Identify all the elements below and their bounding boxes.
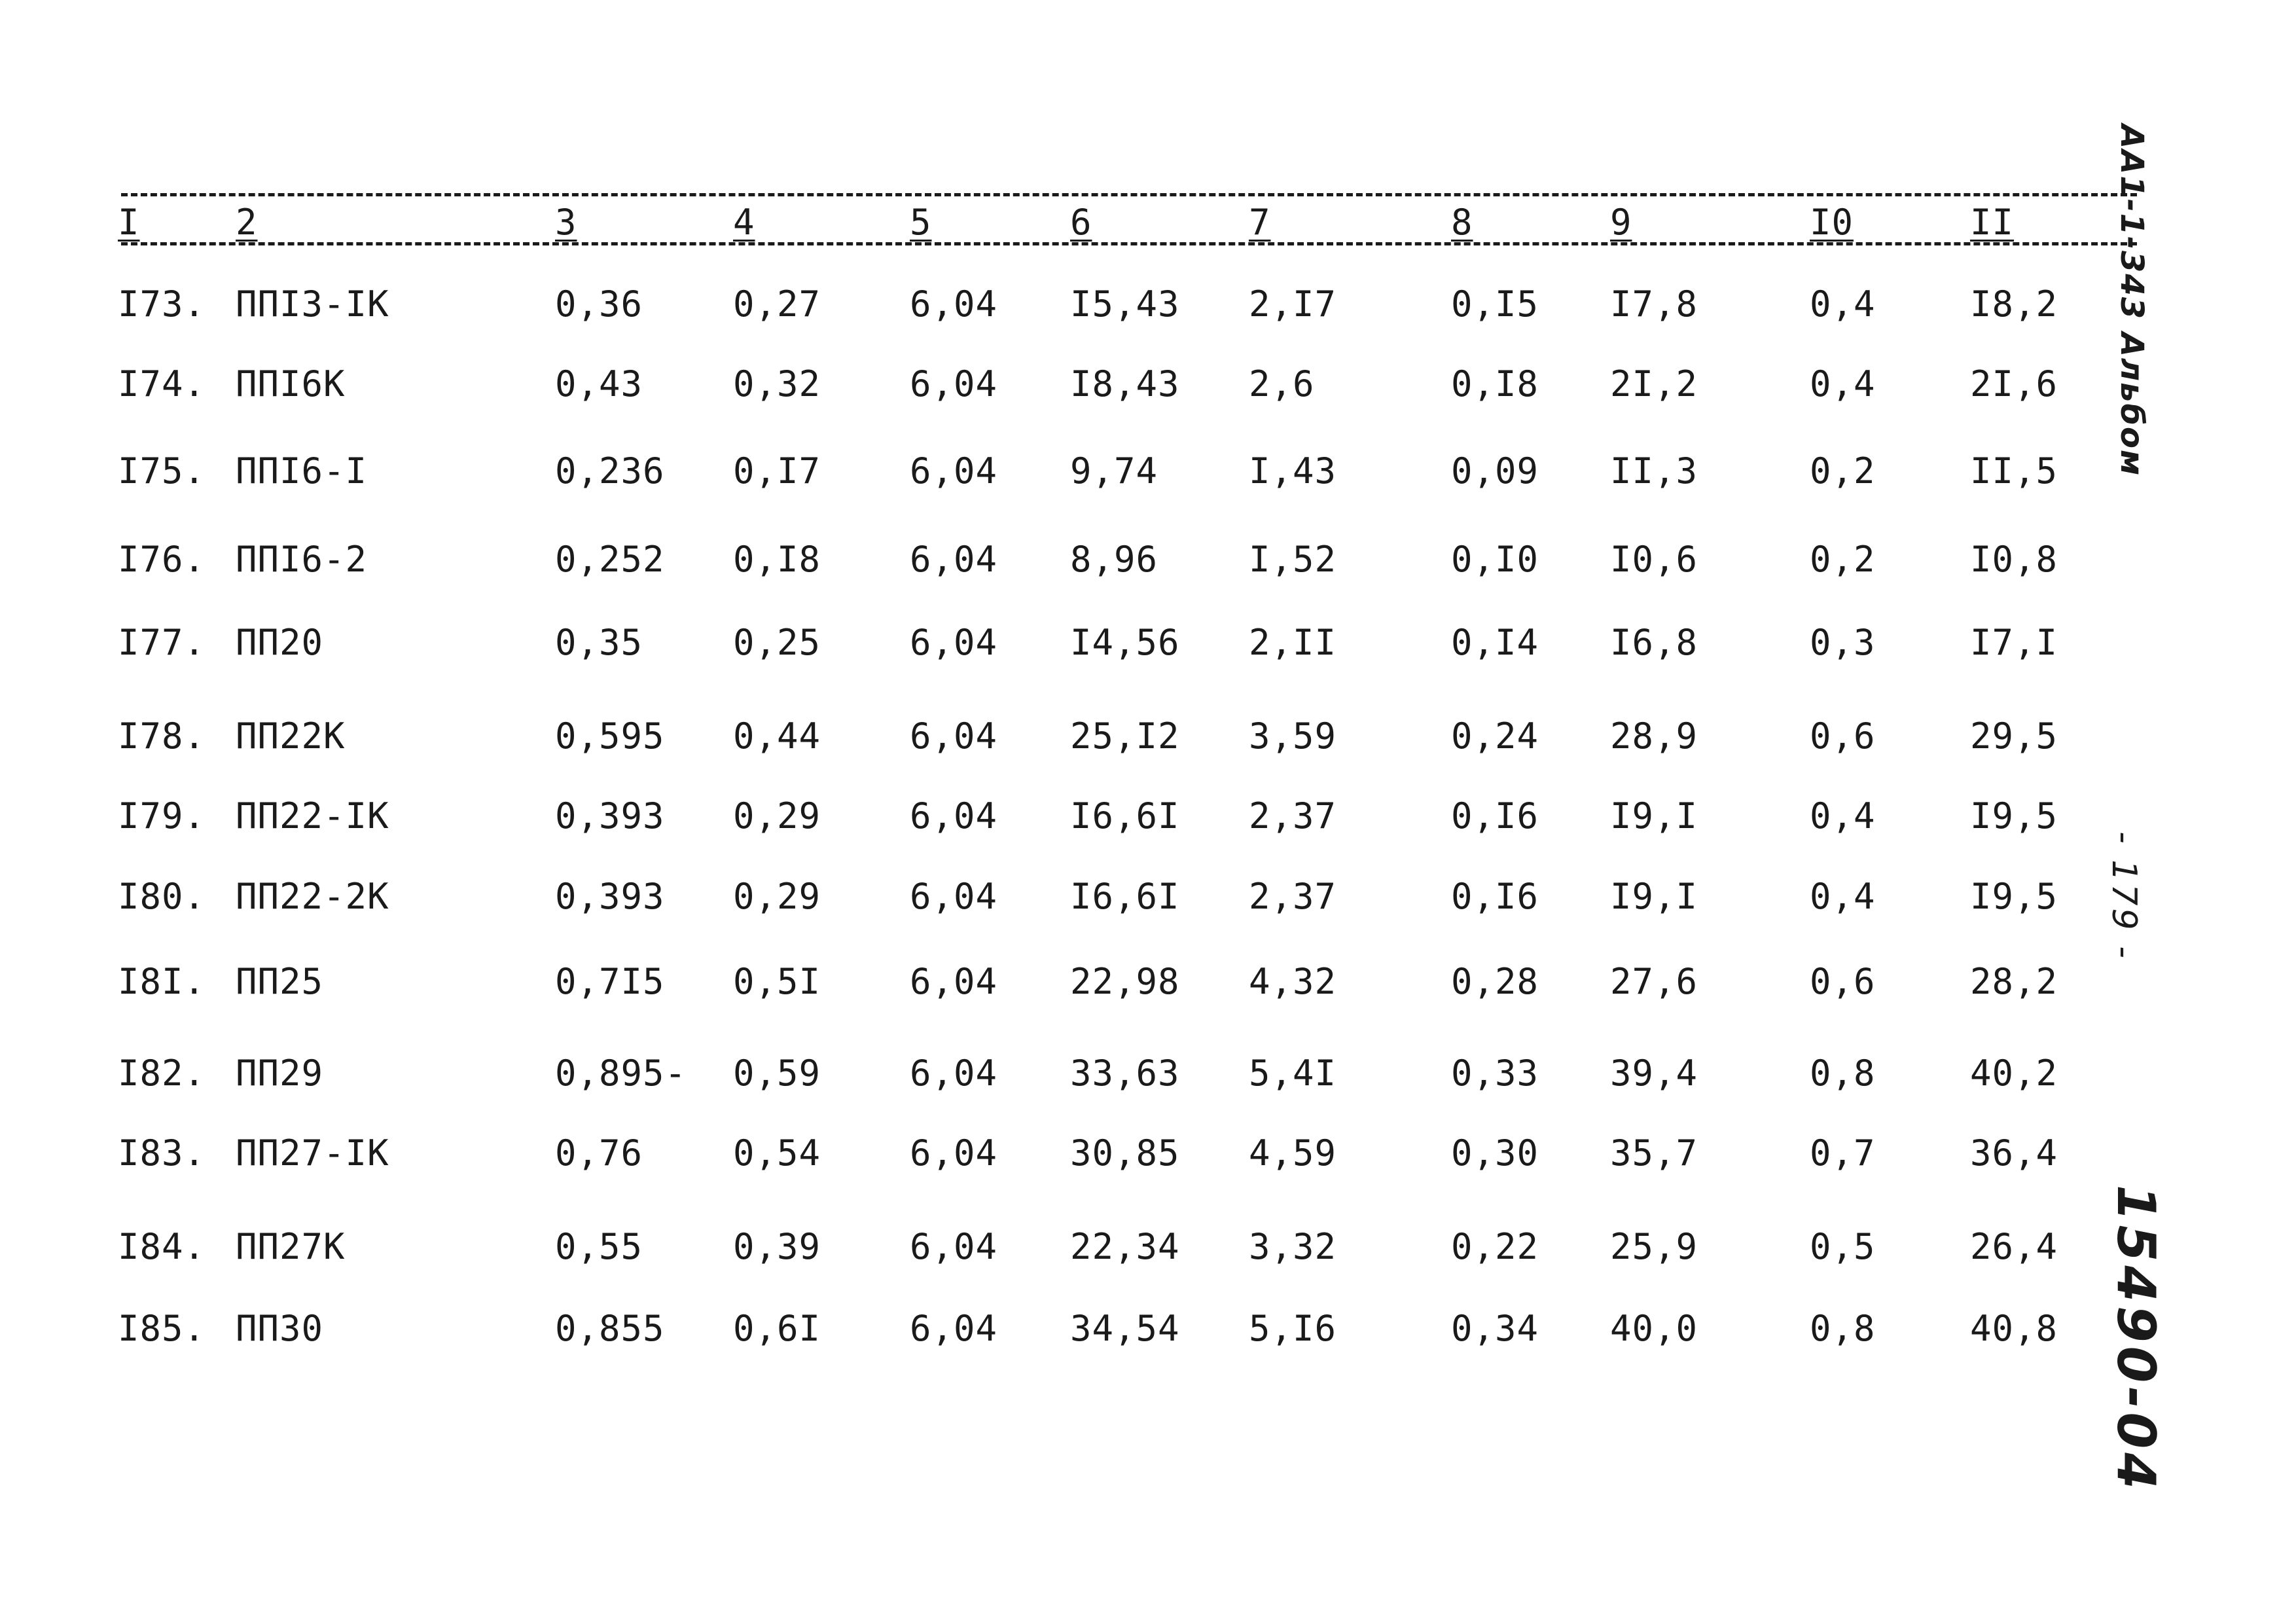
row-number: I78. xyxy=(118,715,206,757)
table-cell: 28,2 xyxy=(1970,961,2058,1002)
table-cell: 0,6I xyxy=(733,1308,821,1349)
table-cell: 0,59 xyxy=(733,1053,821,1094)
table-cell: 0,76 xyxy=(555,1132,643,1174)
table-cell: 4,32 xyxy=(1249,961,1337,1002)
table-cell: 0,393 xyxy=(555,876,665,917)
table-cell: 3,32 xyxy=(1249,1226,1337,1267)
column-number: 4 xyxy=(733,202,755,243)
table-cell: I5,43 xyxy=(1070,283,1180,325)
table-cell: 6,04 xyxy=(910,283,998,325)
table-cell: 0,7I5 xyxy=(555,961,665,1002)
table-cell: I0,8 xyxy=(1970,539,2058,580)
row-number: I85. xyxy=(118,1308,206,1349)
table-cell: 35,7 xyxy=(1610,1132,1698,1174)
table-cell: 0,25 xyxy=(733,622,821,663)
table-cell: 0,5 xyxy=(1810,1226,1876,1267)
table-cell: 26,4 xyxy=(1970,1226,2058,1267)
item-code: ПП25 xyxy=(236,961,324,1002)
table-cell: 0,I8 xyxy=(733,539,821,580)
table-row xyxy=(0,1047,2296,1100)
table-cell: 22,98 xyxy=(1070,961,1180,1002)
table-cell: I,52 xyxy=(1249,539,1337,580)
table-cell: 0,252 xyxy=(555,539,665,580)
document-code: 15490-04 xyxy=(2106,1185,2166,1493)
table-cell: 0,6 xyxy=(1810,715,1876,757)
table-cell: 0,36 xyxy=(555,283,643,325)
table-cell: 2,37 xyxy=(1249,795,1337,837)
table-row xyxy=(0,358,2296,410)
table-cell: 2,37 xyxy=(1249,876,1337,917)
table-cell: 39,4 xyxy=(1610,1053,1698,1094)
table-cell: 4,59 xyxy=(1249,1132,1337,1174)
table-cell: 0,39 xyxy=(733,1226,821,1267)
table-cell: II,5 xyxy=(1970,450,2058,492)
table-cell: 3,59 xyxy=(1249,715,1337,757)
album-note: АА1-1-343 Альбом xyxy=(2113,124,2150,477)
row-number: I77. xyxy=(118,622,206,663)
table-cell: 6,04 xyxy=(910,450,998,492)
table-cell: 29,5 xyxy=(1970,715,2058,757)
table-row xyxy=(0,710,2296,763)
table-cell: 0,09 xyxy=(1451,450,1539,492)
table-cell: 0,29 xyxy=(733,795,821,837)
table-cell: I6,6I xyxy=(1070,876,1180,917)
table-cell: 2,II xyxy=(1249,622,1337,663)
table-row xyxy=(0,956,2296,1008)
table-cell: 0,6 xyxy=(1810,961,1876,1002)
table-cell: 0,595 xyxy=(555,715,665,757)
table-row xyxy=(0,617,2296,669)
table-cell: 0,29 xyxy=(733,876,821,917)
row-number: I74. xyxy=(118,363,206,405)
table-cell: I9,I xyxy=(1610,876,1698,917)
table-cell: I6,6I xyxy=(1070,795,1180,837)
table-cell: 0,I7 xyxy=(733,450,821,492)
table-cell: 25,I2 xyxy=(1070,715,1180,757)
table-cell: 6,04 xyxy=(910,961,998,1002)
table-cell: 0,3 xyxy=(1810,622,1876,663)
table-cell: 28,9 xyxy=(1610,715,1698,757)
table-cell: 0,I8 xyxy=(1451,363,1539,405)
row-number: I83. xyxy=(118,1132,206,1174)
table-row xyxy=(0,445,2296,497)
table-cell: 0,2 xyxy=(1810,539,1876,580)
table-cell: 0,30 xyxy=(1451,1132,1539,1174)
table-cell: 2,I7 xyxy=(1249,283,1337,325)
page-number: - 179 - xyxy=(2104,831,2144,961)
table-cell: I9,5 xyxy=(1970,876,2058,917)
table-cell: I6,8 xyxy=(1610,622,1698,663)
table-cell: 0,I4 xyxy=(1451,622,1539,663)
table-cell: 0,5I xyxy=(733,961,821,1002)
table-cell: 0,55 xyxy=(555,1226,643,1267)
table-cell: I7,I xyxy=(1970,622,2058,663)
table-row xyxy=(0,1127,2296,1180)
table-cell: 0,7 xyxy=(1810,1132,1876,1174)
table-cell: 2,6 xyxy=(1249,363,1315,405)
table-cell: 0,24 xyxy=(1451,715,1539,757)
row-number: I82. xyxy=(118,1053,206,1094)
table-row xyxy=(0,278,2296,331)
row-number: I84. xyxy=(118,1226,206,1267)
item-code: ППI6К xyxy=(236,363,346,405)
column-number: 9 xyxy=(1610,202,1632,243)
table-cell: 6,04 xyxy=(910,715,998,757)
table-cell: 9,74 xyxy=(1070,450,1158,492)
table-cell: I8,43 xyxy=(1070,363,1180,405)
table-cell: 6,04 xyxy=(910,539,998,580)
column-number: 7 xyxy=(1249,202,1271,243)
column-number: I0 xyxy=(1810,202,1854,243)
table-cell: 5,4I xyxy=(1249,1053,1337,1094)
table-cell: 0,4 xyxy=(1810,876,1876,917)
row-number: I73. xyxy=(118,283,206,325)
table-cell: I8,2 xyxy=(1970,283,2058,325)
item-code: ПП27-IК xyxy=(236,1132,389,1174)
column-number: 6 xyxy=(1070,202,1092,243)
table-cell: 0,393 xyxy=(555,795,665,837)
table-row xyxy=(0,1303,2296,1355)
table-cell: 0,8 xyxy=(1810,1053,1876,1094)
column-number: I xyxy=(118,202,140,243)
item-code: ПП20 xyxy=(236,622,324,663)
table-cell: 0,2 xyxy=(1810,450,1876,492)
table-cell: 40,8 xyxy=(1970,1308,2058,1349)
table-cell: 0,I0 xyxy=(1451,539,1539,580)
item-code: ПП27К xyxy=(236,1226,346,1267)
column-number: 5 xyxy=(910,202,932,243)
table-cell: 0,236 xyxy=(555,450,665,492)
table-cell: 0,4 xyxy=(1810,283,1876,325)
table-cell: 36,4 xyxy=(1970,1132,2058,1174)
table-cell: I0,6 xyxy=(1610,539,1698,580)
table-cell: 6,04 xyxy=(910,876,998,917)
row-number: I75. xyxy=(118,450,206,492)
table-cell: 0,8 xyxy=(1810,1308,1876,1349)
table-cell: 0,33 xyxy=(1451,1053,1539,1094)
column-number: 8 xyxy=(1451,202,1473,243)
item-code: ПП22-IК xyxy=(236,795,389,837)
table-cell: 22,34 xyxy=(1070,1226,1180,1267)
row-number: I80. xyxy=(118,876,206,917)
table-cell: 2I,6 xyxy=(1970,363,2058,405)
table-cell: 6,04 xyxy=(910,622,998,663)
item-code: ППI3-IК xyxy=(236,283,389,325)
table-cell: 0,27 xyxy=(733,283,821,325)
table-cell: 0,I6 xyxy=(1451,795,1539,837)
row-number: I79. xyxy=(118,795,206,837)
table-cell: 0,I6 xyxy=(1451,876,1539,917)
table-cell: 0,34 xyxy=(1451,1308,1539,1349)
item-code: ПП29 xyxy=(236,1053,324,1094)
column-number-row xyxy=(0,196,2296,249)
table-cell: I4,56 xyxy=(1070,622,1180,663)
table-cell: 6,04 xyxy=(910,1226,998,1267)
table-cell: 34,54 xyxy=(1070,1308,1180,1349)
table-cell: 6,04 xyxy=(910,363,998,405)
table-cell: 6,04 xyxy=(910,1308,998,1349)
table-cell: 0,54 xyxy=(733,1132,821,1174)
table-cell: 6,04 xyxy=(910,1132,998,1174)
table-row xyxy=(0,533,2296,586)
table-cell: I9,5 xyxy=(1970,795,2058,837)
item-code: ПП22К xyxy=(236,715,346,757)
table-cell: 0,28 xyxy=(1451,961,1539,1002)
table-cell: 0,4 xyxy=(1810,795,1876,837)
table-cell: 0,44 xyxy=(733,715,821,757)
row-number: I76. xyxy=(118,539,206,580)
table-cell: 2I,2 xyxy=(1610,363,1698,405)
table-cell: 33,63 xyxy=(1070,1053,1180,1094)
table-cell: 0,35 xyxy=(555,622,643,663)
table-cell: 6,04 xyxy=(910,1053,998,1094)
table-cell: 0,I5 xyxy=(1451,283,1539,325)
item-code: ПП30 xyxy=(236,1308,324,1349)
table-cell: I,43 xyxy=(1249,450,1337,492)
table-cell: 0,855 xyxy=(555,1308,665,1349)
column-number: 3 xyxy=(555,202,577,243)
table-cell: 40,2 xyxy=(1970,1053,2058,1094)
table-cell: 0,43 xyxy=(555,363,643,405)
table-row xyxy=(0,790,2296,842)
column-number: 2 xyxy=(236,202,258,243)
row-number: I8I. xyxy=(118,961,206,1002)
table-cell: 0,22 xyxy=(1451,1226,1539,1267)
item-code: ППI6-I xyxy=(236,450,368,492)
table-row xyxy=(0,1221,2296,1273)
table-cell: II,3 xyxy=(1610,450,1698,492)
table-row xyxy=(0,871,2296,923)
table-cell: 40,0 xyxy=(1610,1308,1698,1349)
table-cell: I7,8 xyxy=(1610,283,1698,325)
column-number: II xyxy=(1970,202,2015,243)
table-cell: 0,4 xyxy=(1810,363,1876,405)
table-cell: 27,6 xyxy=(1610,961,1698,1002)
item-code: ППI6-2 xyxy=(236,539,368,580)
table-cell: 8,96 xyxy=(1070,539,1158,580)
table-cell: 0,895- xyxy=(555,1053,687,1094)
table-cell: 30,85 xyxy=(1070,1132,1180,1174)
table-cell: 6,04 xyxy=(910,795,998,837)
table-cell: 0,32 xyxy=(733,363,821,405)
table-cell: 25,9 xyxy=(1610,1226,1698,1267)
table-cell: I9,I xyxy=(1610,795,1698,837)
item-code: ПП22-2К xyxy=(236,876,389,917)
table-cell: 5,I6 xyxy=(1249,1308,1337,1349)
